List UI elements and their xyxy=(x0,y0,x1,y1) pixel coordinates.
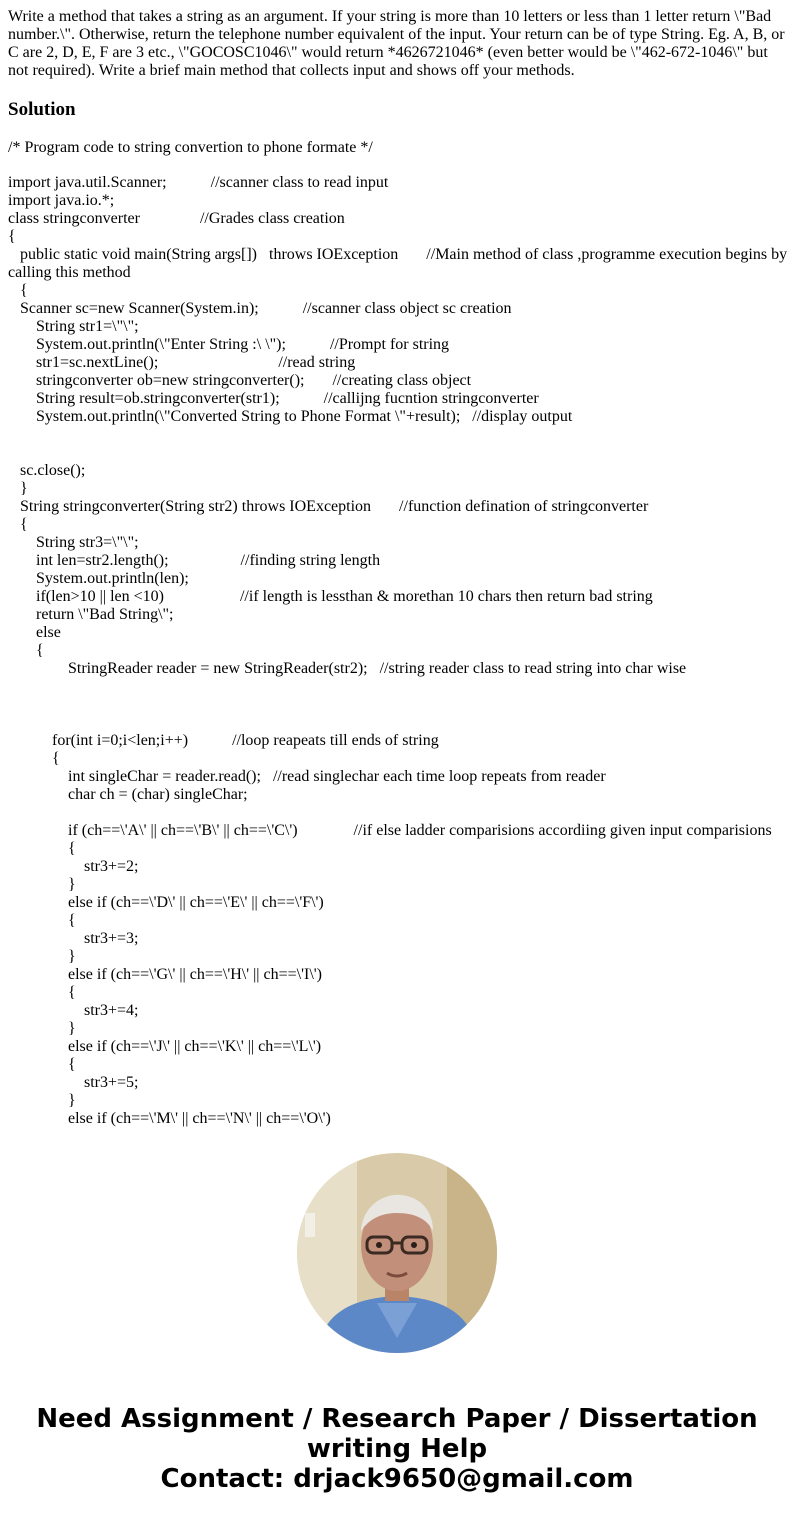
code-line: { xyxy=(8,282,28,299)
code-line: return \"Bad String\"; xyxy=(8,606,174,623)
code-line: { xyxy=(8,912,76,929)
code-line xyxy=(8,678,790,696)
person-portrait-icon xyxy=(297,1153,497,1353)
code-line: } xyxy=(8,876,76,893)
code-line: String str3=\"\"; xyxy=(8,534,139,551)
cta-contact-email: Contact: drjack9650@gmail.com xyxy=(160,1464,634,1494)
code-line: stringconverter ob=new stringconverter(); //creating class object xyxy=(8,372,472,389)
code-line: { xyxy=(8,750,60,767)
code-line: { xyxy=(8,1056,76,1073)
code-line: else xyxy=(8,624,61,641)
code-line: str3+=4; xyxy=(8,1002,139,1019)
cta-line-2: writing Help xyxy=(306,1434,488,1464)
code-line: { xyxy=(8,516,28,533)
code-line: Scanner sc=new Scanner(System.in); //scanner class object sc creation xyxy=(8,300,512,317)
code-line: int singleChar = reader.read(); //read singlechar each time loop repeats from reader xyxy=(8,768,606,785)
code-line: int len=str2.length(); //finding string length xyxy=(8,552,381,569)
author-photo xyxy=(297,1153,497,1353)
code-line: } xyxy=(8,948,76,965)
code-line: class stringconverter //Grades class creation xyxy=(8,210,345,227)
code-line: String str1=\"\"; xyxy=(8,318,139,335)
code-line: str3+=2; xyxy=(8,858,139,875)
code-line xyxy=(8,804,790,822)
code-line: } xyxy=(8,1092,76,1109)
code-line: else if (ch==\'M\' || ch==\'N\' || ch==\'O\') xyxy=(8,1110,331,1127)
code-line xyxy=(8,444,790,462)
question-text: Write a method that takes a string as an argument. If your string is more than 10 letters or less than 1 letter return \"Bad number.\". Otherwise, return the telephone number equivalent of the input. Your return can be of type String. Eg. A, B, or C are 2, D, E, F are 3 etc., \"GOCOSC1046\" would return *4626721046* (even better would be \"462-672-1046\" but not required). Write a brief main method that collects input and shows off your methods. xyxy=(8,8,785,79)
intro-comment: /* Program code to string convertion to phone formate */ xyxy=(8,139,373,156)
code-line: else if (ch==\'D\' || ch==\'E\' || ch==\'F\') xyxy=(8,894,324,911)
code-line: StringReader reader = new StringReader(str2); //string reader class to read string into char wise xyxy=(8,660,687,677)
code-line: str3+=3; xyxy=(8,930,139,947)
code-line: String result=ob.stringconverter(str1); //callijng fucntion stringconverter xyxy=(8,390,539,407)
code-line xyxy=(8,426,790,444)
code-line: { xyxy=(8,642,44,659)
code-line: System.out.println(\"Enter String :\ \"); //Prompt for string xyxy=(8,336,450,353)
code-line: } xyxy=(8,1020,76,1037)
code-line: else if (ch==\'J\' || ch==\'K\' || ch==\'L\') xyxy=(8,1038,322,1055)
code-line: { xyxy=(8,840,76,857)
solution-heading: Solution xyxy=(8,99,76,120)
code-line: import java.util.Scanner; //scanner class to read input xyxy=(8,174,389,191)
code-line: String stringconverter(String str2) throws IOException //function defination of stringconverter xyxy=(8,498,649,515)
code-line: System.out.println(len); xyxy=(8,570,189,587)
contact-banner xyxy=(0,1404,794,1494)
code-line: { xyxy=(8,228,16,245)
code-line: } xyxy=(8,480,28,497)
code-line: { xyxy=(8,984,76,1001)
code-line: public static void main(String args[]) throws IOException //Main method of class ,programme execution begins by calling this method xyxy=(8,246,792,281)
cta-line-1: Need Assignment / Research Paper / Dissertation xyxy=(36,1404,758,1434)
code-line: for(int i=0;i<len;i++) //loop reapeats till ends of string xyxy=(8,732,439,749)
code-block xyxy=(8,174,790,1128)
code-line: str3+=5; xyxy=(8,1074,139,1091)
code-line: char ch = (char) singleChar; xyxy=(8,786,248,803)
code-line: System.out.println(\"Converted String to Phone Format \"+result); //display output xyxy=(8,408,573,425)
code-line: if(len>10 || len <10) //if length is lessthan & morethan 10 chars then return bad string xyxy=(8,588,653,605)
code-line: sc.close(); xyxy=(8,462,86,479)
code-line: str1=sc.nextLine(); //read string xyxy=(8,354,356,371)
code-line xyxy=(8,714,790,732)
code-line xyxy=(8,696,790,714)
code-line: else if (ch==\'G\' || ch==\'H\' || ch==\'I\') xyxy=(8,966,322,983)
code-line: import java.io.*; xyxy=(8,192,115,209)
code-line: if (ch==\'A\' || ch==\'B\' || ch==\'C\') //if else ladder comparisions accordiing given input comparisions xyxy=(8,822,772,839)
